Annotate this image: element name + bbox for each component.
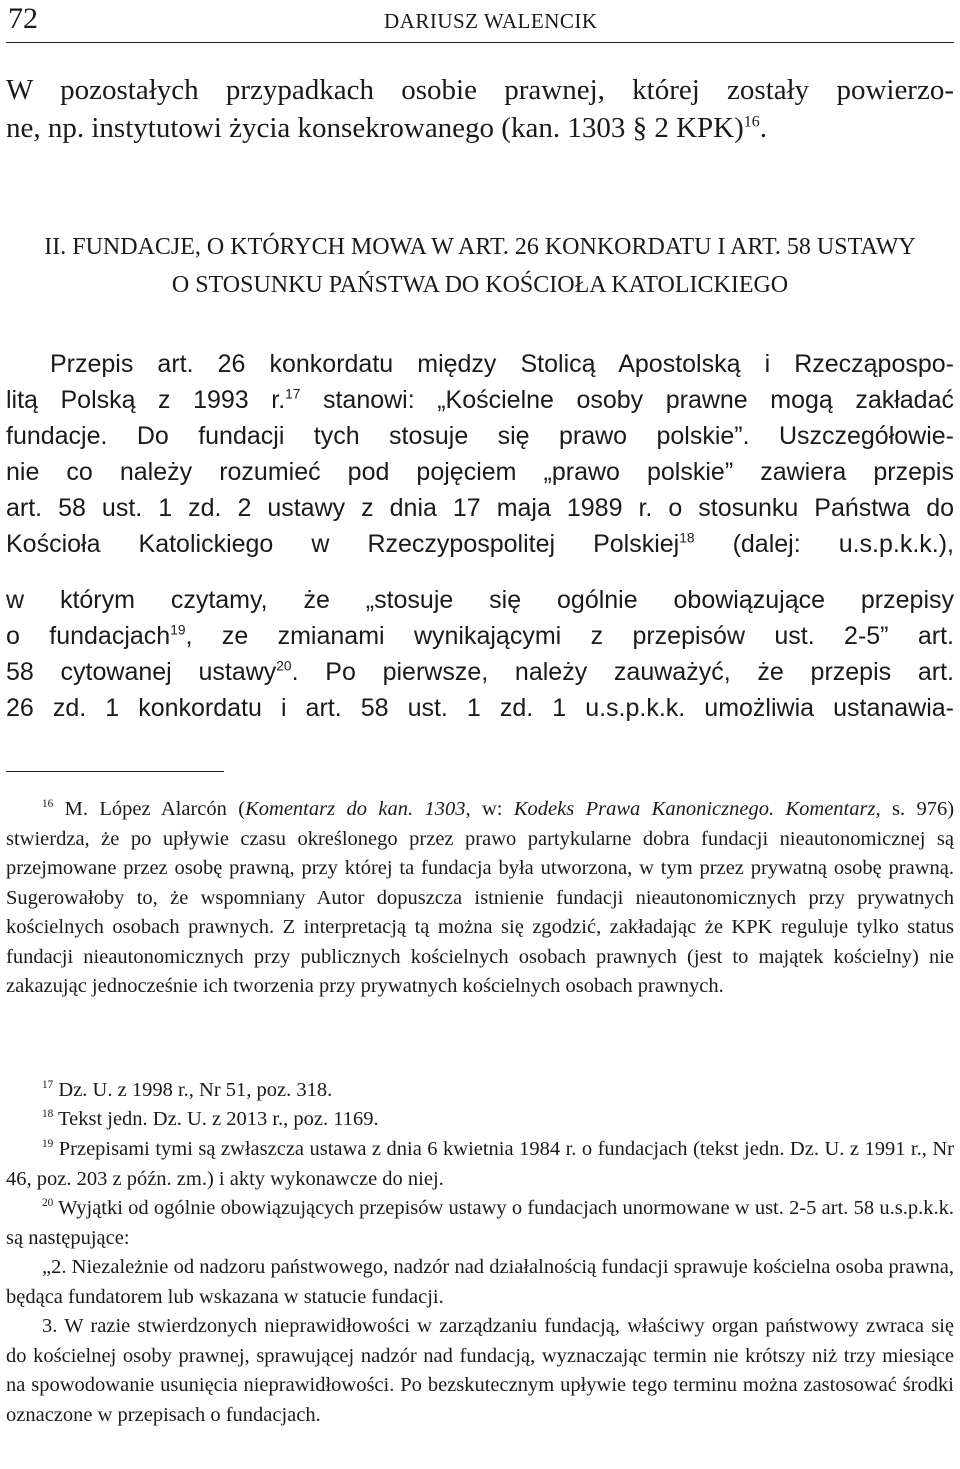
footnote-19: $^{19}$ Przepisami tymi są zwłaszcza ustawa z dnia 6 kwietnia 1984 r. o fundacjach (tekst jedn. Dz. U. z 1991 r., Nr 46, poz. 203 z późn. zm.) i akty wykonawcze do niej. — [6, 1138, 954, 1190]
footnote-20-quote-3: 3. W razie stwierdzonych nieprawidłowości w zarządzaniu fundacją, właściwy organ państwowy zwraca się do kościelnej osoby prawnej, sprawującej nadzór nad fundacją, wyznaczając termin nie krótszy niż trzy miesiące na spowodowanie usunięcia nieprawidłowości. Po bezskutecznym upływie tego terminu można zastosować środki oznaczone w przepisach o fundacjach. — [6, 1315, 954, 1426]
footnote-ref-19: 19 — [170, 622, 186, 638]
body-line-10: 26 zd. 1 konkordatu i art. 58 ust. 1 zd. 1 u.s.p.k.k. umożliwia ustanawia- — [6, 694, 954, 722]
footnote-17: $^{17}$ Dz. U. z 1998 r., Nr 51, poz. 318. — [42, 1079, 333, 1101]
body-line-2: litą Polską z 1993 r.$^{17}$ stanowi: „Kościelne osoby prawne mogą zakładać — [6, 386, 954, 414]
body-line-9: 58 cytowanej ustawy$^{20}$. Po pierwsze, należy zauważyć, że przepis art. — [6, 658, 954, 686]
footnote-ref-17: 17 — [285, 386, 301, 402]
footnote-20: $^{20}$ Wyjątki od ogólnie obowiązujących przepisów ustawy o fundacjach unormowane w ust. 2-5 art. 58 u.s.p.k.k. są następujące: — [6, 1197, 954, 1249]
footnote-ref-20: 20 — [276, 658, 292, 674]
section-heading-line-1: II. FUNDACJE, O KTÓRYCH MOWA W ART. 26 KONKORDATU I ART. 58 USTAWY — [44, 234, 916, 260]
footnote-ref-16: 16 — [743, 113, 760, 131]
body-line-4: nie co należy rozumieć pod pojęciem „prawo polskie” zawiera przepis — [6, 458, 954, 486]
body-line-6: Kościoła Katolickiego w Rzeczypospolitej Polskiej$^{18}$ (dalej: u.s.p.k.k.), — [6, 530, 954, 558]
footnote-20-quote-2: „2. Niezależnie od nadzoru państwowego, nadzór nad działalnością fundacji sprawuje kościelna osoba prawna, będąca fundatorem lub wskazana w statucie fundacji. — [6, 1256, 954, 1308]
body-line-5: art. 58 ust. 1 zd. 2 ustawy z dnia 17 maja 1989 r. o stosunku Państwa do — [6, 494, 954, 522]
footnote-18: $^{18}$ Tekst jedn. Dz. U. z 2013 r., poz. 1169. — [42, 1108, 379, 1130]
body-line-8: o fundacjach$^{19}$, ze zmianami wynikającymi z przepisów ust. 2-5” art. — [6, 622, 954, 650]
body-line-1: Przepis art. 26 konkordatu między Stolicą Apostolską i Rzecząpospo- — [50, 350, 954, 378]
footnote-ref-18: 18 — [679, 530, 695, 546]
page-header — [6, 0, 954, 43]
body-line-3: fundacje. Do fundacji tych stosuje się prawo polskie”. Uszczegółowie- — [6, 422, 954, 450]
page-number: 72 — [8, 2, 38, 35]
intro-line-1: W pozostałych przypadkach osobie prawnej, której zostały powierzo- — [6, 74, 954, 106]
intro-line-2: ne, np. instytutowi życia konsekrowanego (kan. 1303 § 2 KPK)$^{16}$. — [6, 112, 767, 144]
footnote-16: $^{16}$ M. López Alarcón (Komentarz do kan. 1303, w: Kodeks Prawa Kanonicznego. Komentarz, s. 976) stwierdza, że po upływie czasu określonego przez prawo partykularne dobra fundacji nieautonomicznej są przejmowane przez osobę prawną, przy której ta fundacja była utworzona, w tym przez prywatną osobę prawną. Sugerowałoby to, że wspomniany Autor dopuszcza istnienie fundacji nieautonomicznych przy prywatnych kościelnych osobach prawnych. Z interpretacją tą można się zgodzić, zakładając że KPK reguluje tylko status fundacji nieautonomicznych przy publicznych kościelnych osobach prawnych (jest to majątek kościelny) nie zakazując jednocześnie ich tworzenia przy prywatnych kościelnych osobach prawnych. — [6, 798, 955, 997]
section-heading-line-2: O STOSUNKU PAŃSTWA DO KOŚCIOŁA KATOLICKIEGO — [171, 272, 789, 298]
footnote-separator — [6, 771, 224, 772]
body-line-7: w którym czytamy, że „stosuje się ogólnie obowiązujące przepisy — [6, 586, 954, 614]
running-head: DARIUSZ WALENCIK — [384, 9, 598, 33]
